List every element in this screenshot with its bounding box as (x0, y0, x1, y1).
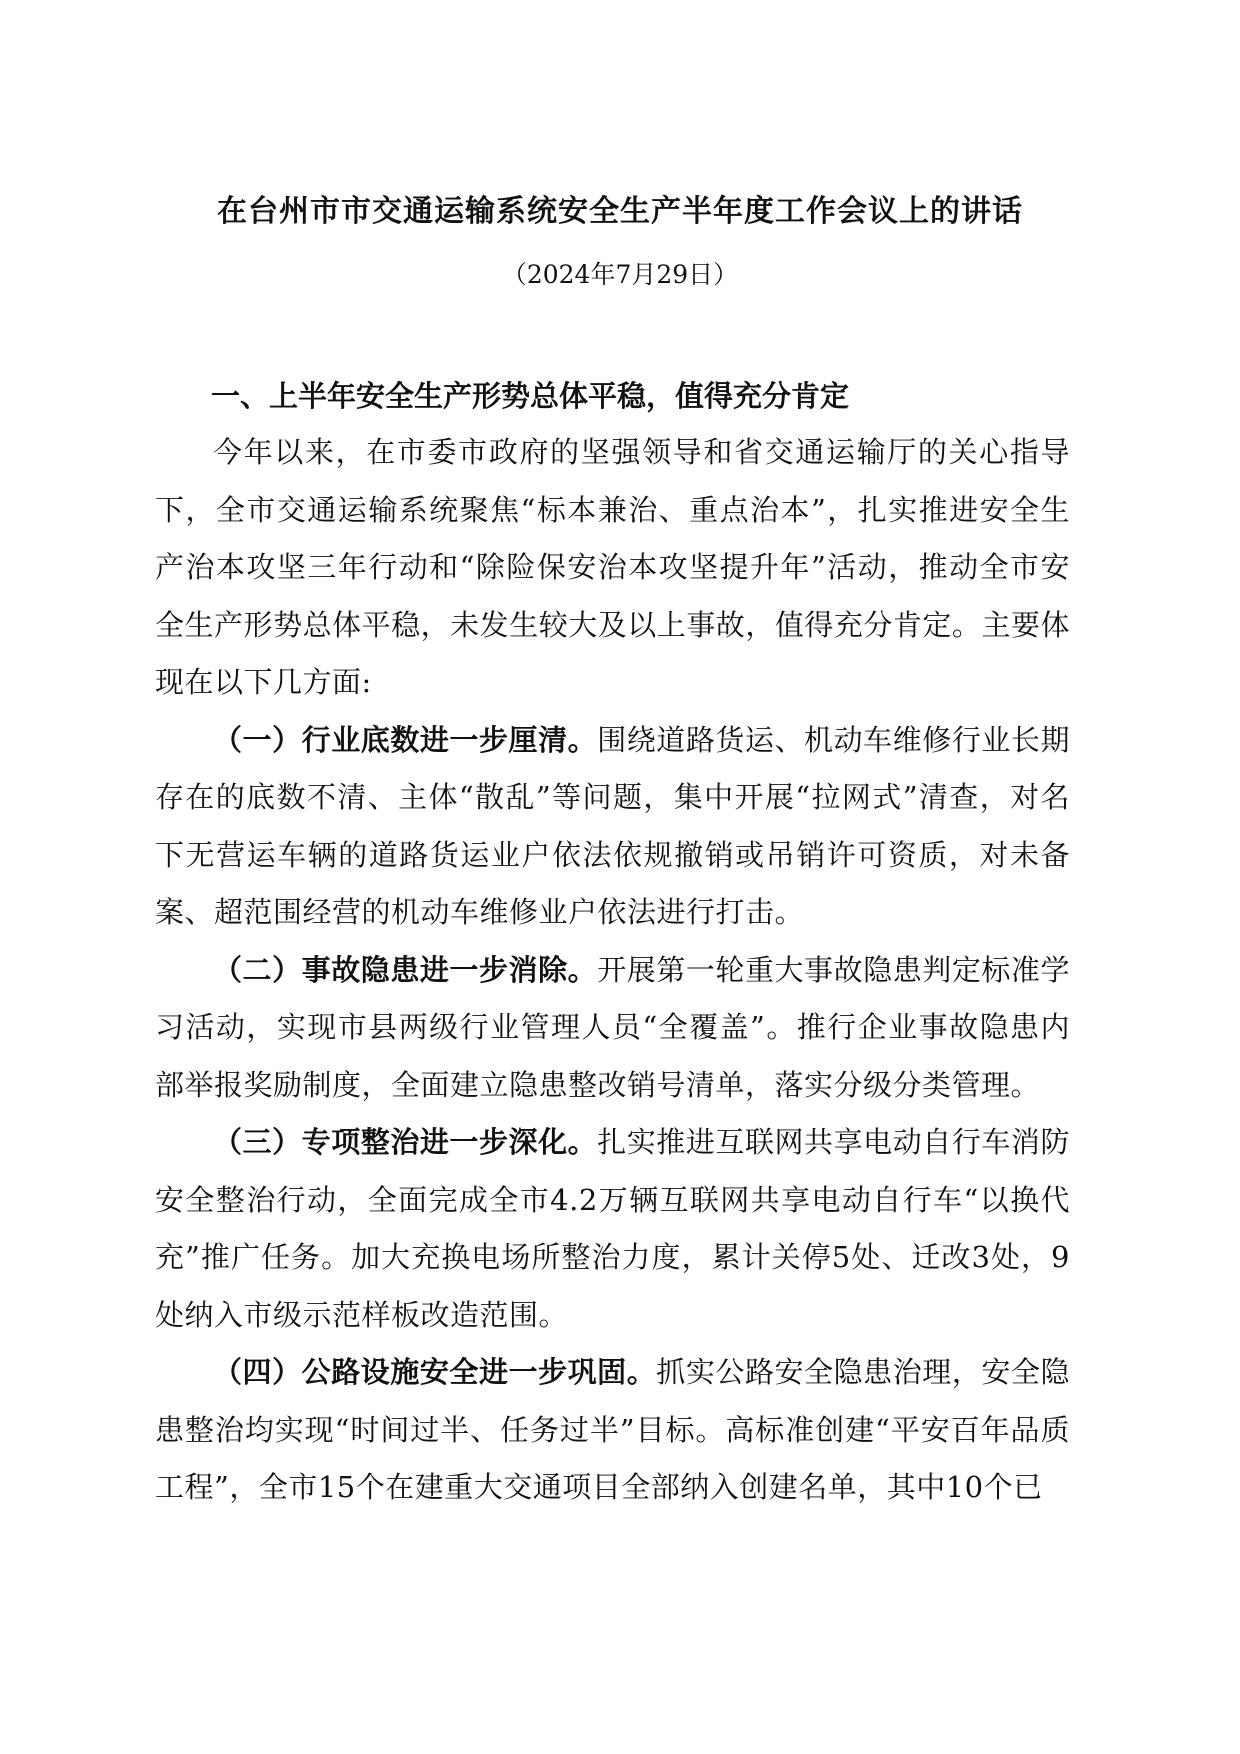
paragraph-item-2 (155, 942, 1070, 1115)
section-heading: 一、上半年安全生产形势总体平稳，值得充分肯定 (211, 379, 850, 413)
paragraph-item-3 (155, 1114, 1070, 1344)
paragraph-item-1 (155, 712, 1070, 942)
paragraph-text: 围绕道路货运、机动车维修行业长期存在的底数不清、主体“散乱”等问题，集中开展“拉网式”清查，对名下无营运车辆的道路货运业户依法依规撤销或吊销许可资质，对未备案、超范围经营的机动车维修业户依法进行打击。 (155, 722, 1070, 929)
intro-paragraph: 今年以来，在市委市政府的坚强领导和省交通运输厅的关心指导下，全市交通运输系统聚焦“标本兼治、重点治本”，扎实推进安全生产治本攻坚三年行动和“除险保安治本攻坚提升年”活动，推动全市安全生产形势总体平稳，未发生较大及以上事故，值得充分肯定。主要体现在以下几方面: (155, 435, 1070, 699)
paragraph-lead: （三）专项整治进一步深化。 (213, 1125, 598, 1159)
document-date: （2024年7月29日） (501, 260, 739, 289)
paragraph-text: 抓实公路安全隐患治理，安全隐患整治均实现“时间过半、任务过半”目标。高标准创建“平安百年品质工程”，全市15个在建重大交通项目全部纳入创建名单，其中10个已 (155, 1355, 1070, 1504)
document-title: 在台州市市交通运输系统安全生产半年度工作会议上的讲话 (217, 194, 1023, 229)
paragraph-lead: （一）行业底数进一步厘清。 (213, 722, 598, 757)
paragraph-item-4 (155, 1344, 1070, 1517)
paragraph-lead: （二）事故隐患进一步消除。 (213, 952, 598, 987)
paragraph-lead: （四）公路设施安全进一步巩固。 (213, 1355, 657, 1389)
document-body (155, 368, 1070, 1517)
paragraph-text: 扎实推进互联网共享电动自行车消防安全整治行动，全面完成全市4.2万辆互联网共享电动自行车“以换代充”推广任务。加大充换电场所整治力度，累计关停5处、迁改3处，9处纳入市级示范样板改造范围。 (155, 1125, 1070, 1332)
paragraph-text: 开展第一轮重大事故隐患判定标准学习活动，实现市县两级行业管理人员“全覆盖”。推行企业事故隐患内部举报奖励制度，全面建立隐患整改销号清单，落实分级分类管理。 (155, 952, 1070, 1102)
